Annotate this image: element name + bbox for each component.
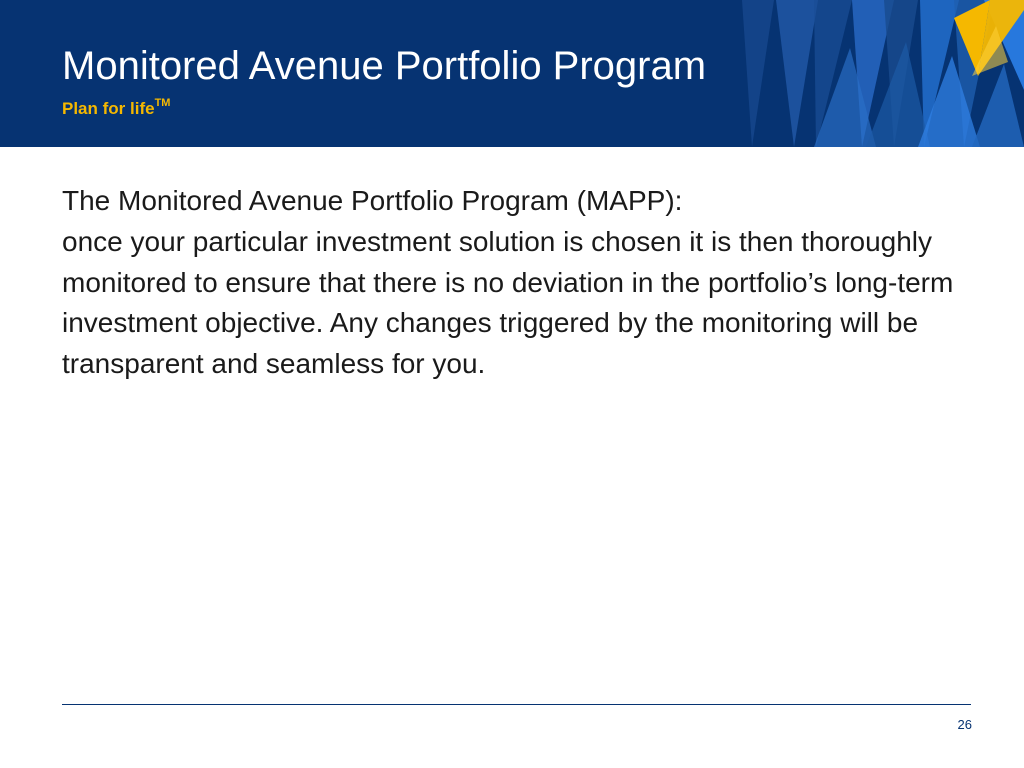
slide-title: Monitored Avenue Portfolio Program	[62, 44, 707, 88]
slide-subtitle	[62, 98, 170, 120]
body-paragraph: once your particular investment solution is chosen it is then thoroughly monitored to ensure that there is no deviation in the portfolio’s long-term investment objective. Any changes triggered by the monitoring will be transparent and seamless for you.	[62, 225, 954, 380]
trademark-mark: TM	[154, 97, 171, 110]
body-heading: The Monitored Avenue Portfolio Program (MAPP):	[62, 185, 683, 216]
page-number: 26	[957, 717, 972, 732]
footer-divider	[62, 704, 971, 705]
subtitle-text: Plan for life	[62, 99, 155, 118]
slide-header	[0, 0, 1024, 147]
slide-body	[62, 181, 987, 385]
triangle-pattern-decoration	[734, 0, 1024, 147]
